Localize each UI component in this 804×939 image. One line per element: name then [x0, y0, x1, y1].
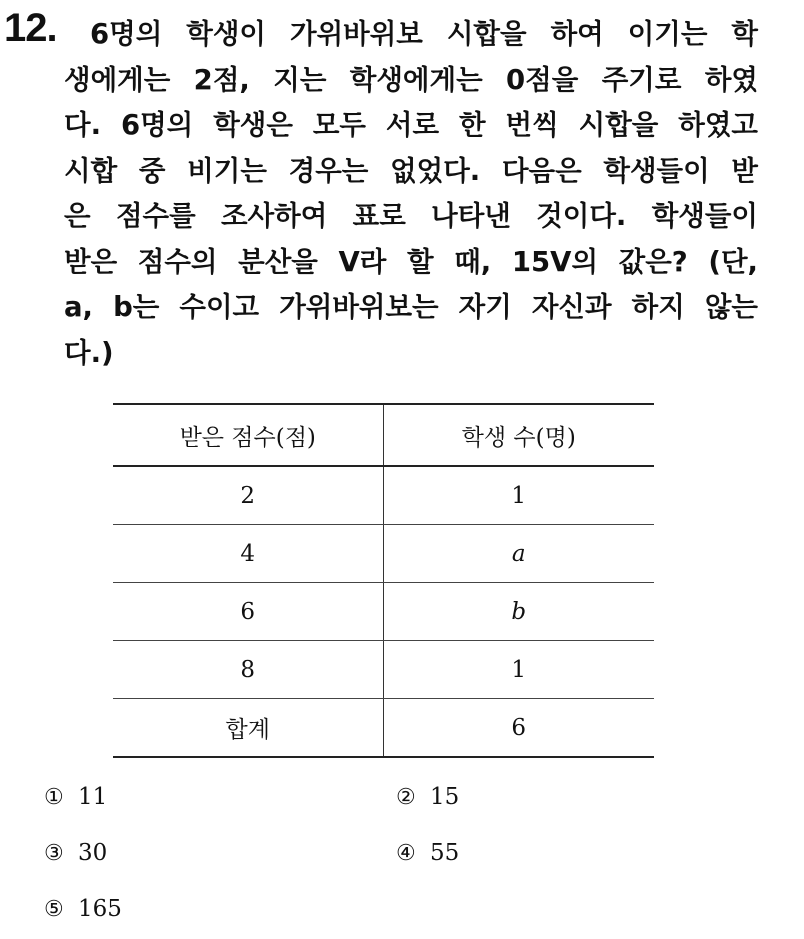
question-line: 시합 중 비기는 경우는 없었다. 다음은 학생들이 받: [64, 154, 758, 187]
question-line: 생에게는 2점, 지는 학생에게는 0점을 주기로 하였: [64, 63, 758, 96]
cell-score: 6: [113, 583, 383, 641]
header-score: 받은 점수(점): [113, 404, 383, 466]
choice-mark: ①: [44, 785, 64, 810]
question-line: a, b는 수이고 가위바위보는 자기 자신과 하지 않는: [64, 291, 758, 323]
choice-value: 11: [78, 784, 108, 810]
choice-2[interactable]: [396, 784, 459, 810]
choice-mark: ③: [44, 841, 64, 866]
choice-value: 165: [78, 896, 122, 922]
choice-mark: ⑤: [44, 897, 64, 922]
choice-4[interactable]: [396, 840, 459, 866]
question-line: 다.): [64, 336, 114, 369]
header-students: 학생 수(명): [383, 404, 654, 466]
table-total-row: [113, 699, 654, 758]
question-line: 은 점수를 조사하여 표로 나타낸 것이다. 학생들이: [64, 200, 758, 232]
cell-total-label: 합계: [113, 699, 383, 758]
table-row: [113, 641, 654, 699]
table-row: [113, 525, 654, 583]
choice-mark: ④: [396, 841, 416, 866]
choice-mark: ②: [396, 785, 416, 810]
table-header-row: [113, 404, 654, 466]
cell-score: 2: [113, 466, 383, 525]
table-row: [113, 583, 654, 641]
choice-value: 55: [430, 840, 460, 866]
question-line: 받은 점수의 분산을 V라 할 때, 15V의 값은? (단,: [64, 245, 758, 278]
table-row: [113, 466, 654, 525]
score-table: [113, 403, 654, 758]
question-line: 6명의 학생이 가위바위보 시합을 하여 이기는 학: [90, 18, 758, 50]
cell-count: 1: [383, 641, 654, 699]
choice-value: 30: [78, 840, 108, 866]
choice-5[interactable]: [44, 896, 122, 922]
choice-3[interactable]: [44, 840, 107, 866]
question-text: [64, 12, 758, 376]
question-number: 12.: [4, 6, 57, 50]
choice-value: 15: [430, 784, 460, 810]
cell-score: 4: [113, 525, 383, 583]
cell-count: b: [383, 583, 654, 641]
cell-score: 8: [113, 641, 383, 699]
question-line: 다. 6명의 학생은 모두 서로 한 번씩 시합을 하였고: [64, 109, 758, 141]
cell-count: 1: [383, 466, 654, 525]
choice-1[interactable]: [44, 784, 107, 810]
cell-total-value: 6: [383, 699, 654, 758]
cell-count: a: [383, 525, 654, 583]
